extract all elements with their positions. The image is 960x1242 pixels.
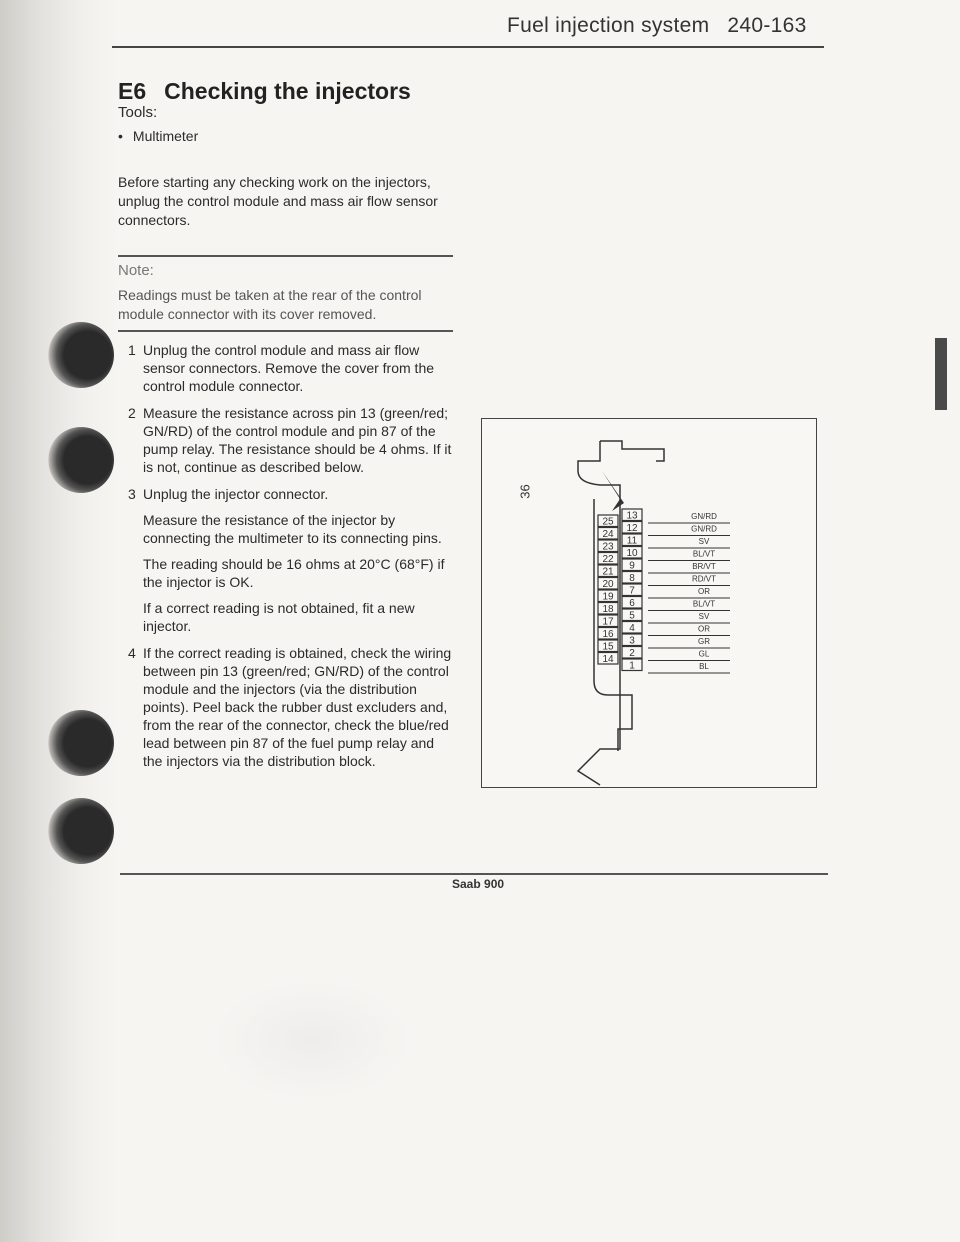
procedure-steps [118, 341, 453, 779]
connector-svg [482, 419, 815, 786]
pin-label-right: 10 [626, 548, 638, 559]
wire-color-label: GL [698, 649, 710, 659]
intro-paragraph: Before starting any checking work on the injectors, unplug the control module and mass air flow sensor connectors. [118, 174, 438, 228]
pin-label-left: 20 [602, 579, 614, 590]
step-text: The reading should be 16 ohms at 20°C (68°F) if the injector is OK. [143, 556, 445, 590]
pin-label-right: 11 [626, 535, 638, 547]
page-footer: Saab 900 [452, 877, 505, 891]
connector-housing [578, 441, 620, 785]
wire-color-label: GN/RD [691, 524, 717, 534]
note-rule-bottom [118, 330, 453, 332]
pin-label-right: 1 [629, 660, 635, 672]
pin-label-left: 22 [602, 554, 614, 565]
pin-label-right: 8 [629, 573, 635, 584]
step-number: 1 [128, 342, 136, 358]
binder-edge [0, 0, 118, 1242]
pin-label-left: 25 [602, 516, 614, 528]
note-text: Readings must be taken at the rear of the control module connector with its cover removed. [118, 287, 422, 322]
pin-label-right: 12 [626, 523, 638, 534]
pin-label-right: 13 [626, 510, 638, 522]
binder-hole [48, 427, 114, 493]
pin-label-left: 19 [602, 591, 614, 603]
wire-color-label: BL/VT [692, 599, 716, 609]
binder-hole [48, 710, 114, 776]
pin-layout [598, 509, 730, 673]
wire-color-label: BL/VT [692, 549, 716, 559]
step-text: If a correct reading is not obtained, fit a new injector. [143, 600, 415, 634]
page-header [507, 14, 807, 38]
tools-list-item [118, 128, 198, 144]
step-text: If the correct reading is obtained, check the wiring between pin 13 (green/red; GN/RD) of the control module and the injectors (via the distribution points). Peel back the rubber dust excluders and, from the rear of the connector, check the blue/red lead between pin 87 of the fuel pump relay and the injectors via the distribution block. [143, 645, 452, 769]
step-text: Unplug the control module and mass air flow sensor connectors. Remove the cover from the control module connector. [143, 342, 435, 394]
section-tab-mark [935, 338, 947, 410]
note-rule-top [118, 255, 453, 257]
step-text: Unplug the injector connector. [143, 486, 329, 502]
pin-label-left: 21 [602, 566, 614, 578]
page-smudge [212, 980, 412, 1100]
step-item [118, 644, 453, 770]
wire-color-label: GR [698, 637, 710, 646]
binder-hole [48, 322, 114, 388]
figure-number: 36 [517, 484, 533, 499]
section-title: Checking the injectors [164, 78, 411, 104]
pin-label-right: 6 [629, 598, 635, 609]
wire-color-label: OR [698, 587, 710, 596]
pin-label-left: 23 [602, 541, 614, 553]
header-title: Fuel injection system [507, 14, 710, 37]
wire-color-label: BR/VT [692, 562, 716, 571]
step-item [118, 485, 453, 635]
connector-diagram [481, 418, 817, 788]
step-number: 3 [128, 486, 136, 502]
wire-color-label: SV [698, 537, 710, 546]
wire-color-label: GN/RD [691, 512, 717, 521]
pin-label-right: 4 [629, 623, 635, 634]
footer-rule [120, 873, 828, 875]
connector-housing-top [600, 441, 664, 461]
pin-label-left: 15 [602, 641, 614, 653]
section-code: E6 [118, 78, 147, 104]
section-heading [118, 78, 411, 105]
pin-label-right: 9 [629, 560, 635, 572]
pin-label-right: 7 [629, 585, 635, 597]
pin-label-left: 24 [602, 529, 614, 540]
pin-label-left: 14 [602, 654, 614, 665]
tools-label: Tools: [118, 104, 158, 121]
step-item [118, 404, 453, 476]
step-text: Measure the resistance of the injector by connecting the multimeter to its connecting pins. [143, 512, 442, 546]
header-rule [112, 46, 824, 48]
step-item [118, 341, 453, 395]
bullet-icon: • [118, 128, 123, 144]
pin-label-left: 18 [602, 604, 614, 615]
header-page-number: 240-163 [727, 14, 807, 37]
step-number: 4 [128, 645, 136, 661]
tool-name: Multimeter [132, 128, 199, 144]
wire-color-label: SV [698, 612, 710, 621]
wire-color-label: OR [698, 624, 710, 634]
pin-label-right: 5 [629, 610, 635, 622]
step-number: 2 [128, 405, 136, 421]
step-text: Measure the resistance across pin 13 (green/red; GN/RD) of the control module and pin 87 of the pump relay. The resistance should be 4 ohms. If it is not, continue as described below. [143, 405, 452, 475]
pin-label-left: 16 [602, 629, 614, 640]
pin-label-left: 17 [602, 616, 614, 628]
binder-hole [48, 798, 114, 864]
wire-color-label: BL [699, 662, 709, 671]
note-label: Note: [118, 262, 154, 279]
pin-label-right: 2 [629, 648, 635, 659]
pin-label-right: 3 [629, 635, 635, 647]
wire-color-label: RD/VT [692, 574, 716, 584]
